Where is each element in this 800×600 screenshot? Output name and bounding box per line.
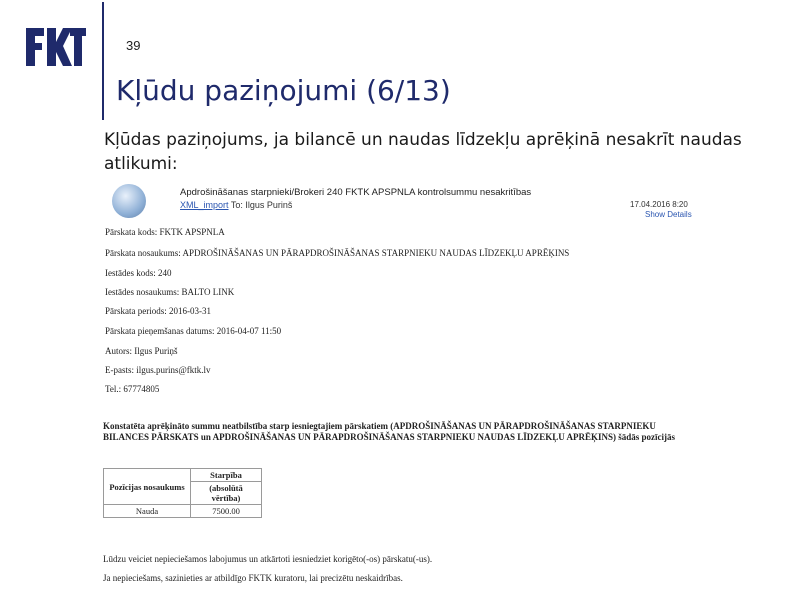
email-date: 17.04.2016 8:20: [630, 200, 688, 209]
email-recipient: To: Ilgus Purinš: [230, 200, 293, 210]
slide-number: 39: [126, 38, 141, 53]
table-header-position: Pozīcijas nosaukums: [104, 469, 191, 505]
table-row: [104, 505, 262, 518]
email-address: E-pasts: ilgus.purins@fktk.lv: [105, 365, 211, 375]
email-header: [100, 180, 700, 220]
slide-description: Kļūdas paziņojums, ja bilancē un naudas līdzekļu aprēķinā nesakrīt naudas atlikumi:: [104, 130, 742, 174]
author: Autors: Ilgus Puriņš: [105, 346, 178, 356]
email-from: [180, 200, 292, 210]
footer-instruction: Lūdzu veiciet nepieciešamos labojumus un atkārtoti iesniedziet korigēto(-os) pārskatu(-us).: [103, 554, 433, 564]
divider-line: [102, 2, 104, 120]
report-name: Pārskata nosaukums: APDROŠINĀŠANAS UN PĀRAPDROŠINĀŠANAS STARPNIEKU NAUDAS LĪDZEKĻU APRĒĶINS: [105, 248, 570, 258]
report-code: Pārskata kods: FKTK APSPNLA: [105, 227, 225, 237]
report-period: Pārskata periods: 2016-03-31: [105, 306, 211, 316]
table-header-difference: Starpība: [191, 469, 262, 482]
institution-name: Iestādes nosaukums: BALTO LINK: [105, 287, 235, 297]
table-header-absolute: (absolūtā vērtība): [191, 482, 262, 505]
mismatch-notice: Konstatēta aprēķināto summu neatbilstība starp iesniegtajiem pārskatiem (APDROŠINĀŠANAS UN PĀRAPDROŠINĀŠANAS STARPNIEKU BILANCES PĀRSKATS un APDROŠINĀŠANAS UN PĀRAPDROŠINĀŠANAS STARPNIEKU NAUDAS LĪDZEKĻU APRĒĶINS) šādās pozīcijās: [103, 421, 676, 442]
slide-title: Kļūdu paziņojumi (6/13): [116, 74, 451, 107]
mismatch-table: [103, 468, 262, 518]
email-subject: Apdrošināšanas starpnieki/Brokeri 240 FKTK APSPNLA kontrolsummu nesakritības: [180, 187, 532, 198]
table-cell-name: Nauda: [104, 505, 191, 518]
footer-contact: Ja nepieciešams, sazinieties ar atbildīgo FKTK kuratoru, lai precizētu neskaidrības.: [103, 573, 403, 583]
fktk-logo-icon: [26, 28, 86, 66]
phone: Tel.: 67774805: [105, 384, 160, 394]
table-cell-value: 7500.00: [191, 505, 262, 518]
globe-icon: [112, 184, 146, 218]
acceptance-date: Pārskata pieņemšanas datums: 2016-04-07 11:50: [105, 326, 282, 336]
show-details-link[interactable]: Show Details: [645, 210, 692, 219]
institution-code: Iestādes kods: 240: [105, 268, 172, 278]
email-sender-link[interactable]: XML_import: [180, 200, 229, 210]
email-screenshot: [100, 180, 700, 600]
